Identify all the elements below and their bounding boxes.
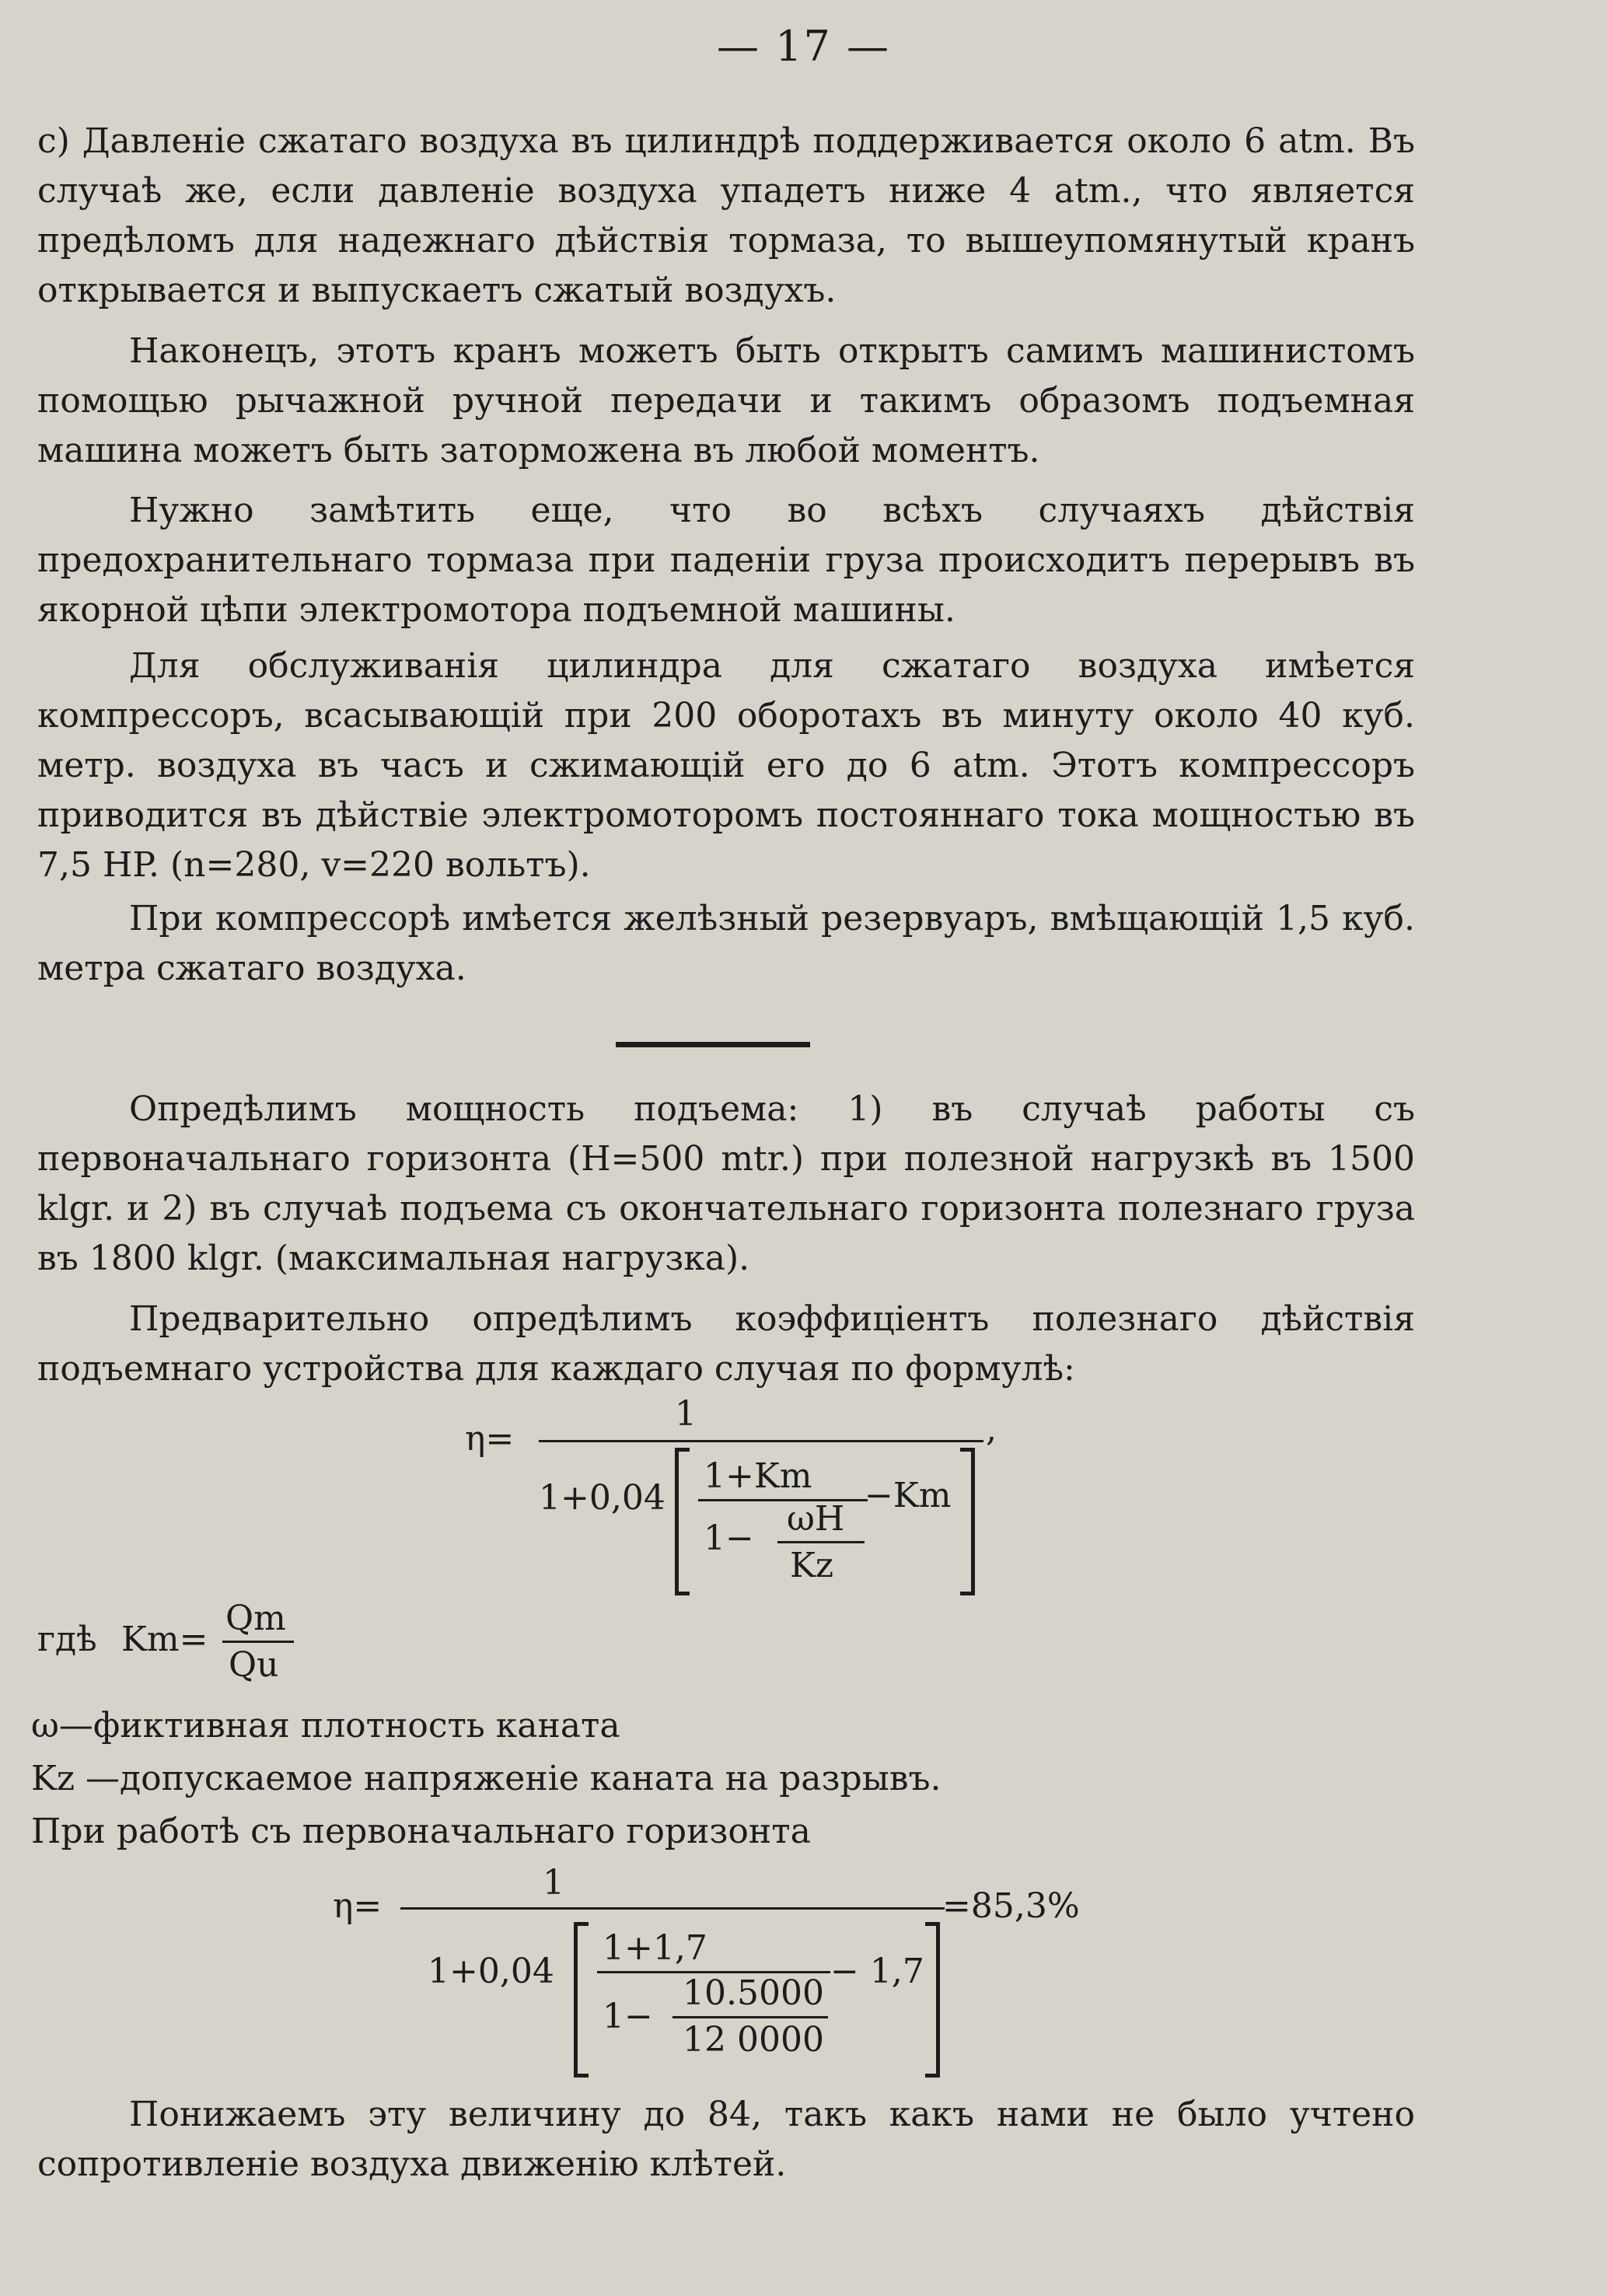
page-number: — 17 —	[716, 22, 891, 71]
definition-qu: Qu	[229, 1645, 279, 1685]
paragraph-crane: Наконецъ, этотъ кранъ можетъ быть открытъ самимъ машинистомъ помощью рычажной ручной передачи и такимъ образомъ подъемная машина можетъ быть заторможена въ любой моментъ.	[37, 331, 1415, 470]
paragraph-lift-power: Опредѣлимъ мощность подъема: 1) въ случаѣ работы съ первоначальнаго горизонта (H=500 mtr.) при полезной нагрузкѣ въ 1500 klgr. и 2) въ случаѣ подъема съ окончательнаго горизонта полезнаго груза въ 1800 klgr. (максимальная нагрузка).	[37, 1089, 1415, 1278]
paragraph-efficiency: Предварительно опредѣлимъ коэффиціентъ полезнаго дѣйствія подъемнаго устройства для каждаго случая по формулѣ:	[37, 1299, 1415, 1389]
formula1-small-bar	[777, 1541, 865, 1543]
paragraph-reservoir: При компрессорѣ имѣется желѣзный резервуаръ, вмѣщающій 1,5 куб. метра сжатаго воздуха.	[37, 899, 1415, 988]
formula2-frac-den: 12 0000	[683, 2020, 824, 2060]
section-divider	[616, 1042, 810, 1047]
formula2-den-prefix: 1+0,04	[428, 1952, 554, 1991]
formula2-main-bar	[400, 1907, 945, 1910]
formula2-left-bracket	[574, 1922, 589, 2078]
formula1-den-prefix: 1+0,04	[539, 1478, 666, 1518]
definition-bar	[222, 1641, 294, 1643]
formula2-numerator: 1	[543, 1863, 564, 1903]
formula2-eta: η=	[333, 1886, 383, 1926]
legend-kz: Kz —допускаемое напряженіе каната на разрывъ.	[31, 1759, 941, 1798]
legend-first-horizon: При работѣ съ первоначальнаго горизонта	[31, 1812, 811, 1851]
paragraph-brake: Нужно замѣтить еще, что во всѣхъ случаяхъ дѣйствія предохранительнаго тормаза при паденіи груза происходитъ перерывъ въ якорной цѣпи электромотора подъемной машины.	[37, 491, 1415, 630]
formula1-numerator: 1	[675, 1394, 697, 1434]
formula1-main-bar	[539, 1440, 983, 1442]
formula1-omega-h: ωH	[787, 1499, 845, 1539]
paragraph-compressor: Для обслуживанія цилиндра для сжатаго воздуха имѣется компрессоръ, всасывающій при 200 оборотахъ въ минуту около 40 куб. метр. воздуха въ часъ и сжимающій его до 6 atm. Этотъ компрессоръ приводится въ дѣйствіе электромоторомъ постояннаго тока мощностью въ 7,5 HP. (n=280, v=220 вольтъ).	[37, 646, 1415, 885]
legend-omega: ω—фиктивная плотность каната	[31, 1706, 620, 1746]
formula1-eta: η=	[465, 1419, 515, 1459]
paragraph-pressure: c) Давленіе сжатаго воздуха въ цилиндрѣ поддерживается около 6 atm. Въ случаѣ же, если давленіе воздуха упадетъ ниже 4 atm., что является предѣломъ для надежнаго дѣйствія тормаза, то вышеупомянутый кранъ открывается и выпускаетъ сжатый воздухъ.	[37, 121, 1415, 310]
formula1-inner-num: 1+Km	[704, 1456, 812, 1496]
formula1-inner-den-prefix: 1−	[704, 1518, 754, 1558]
formula1-left-bracket	[675, 1448, 690, 1595]
formula1-comma: ,	[986, 1410, 997, 1449]
definition-km: Km=	[121, 1620, 208, 1659]
formula2-minus-val: − 1,7	[830, 1952, 924, 1991]
formula2-right-bracket	[925, 1922, 940, 2078]
definition-qm: Qm	[225, 1599, 286, 1638]
formula2-small-bar	[672, 2016, 828, 2018]
definition-label: гдѣ	[37, 1620, 97, 1659]
formula1-minus-km: −Km	[865, 1476, 952, 1515]
formula1-kz: Kz	[790, 1546, 834, 1585]
formula2-inner-num: 1+1,7	[603, 1928, 707, 1968]
formula2-frac-num: 10.5000	[683, 1973, 824, 2013]
paragraph-conclusion: Понижаемъ эту величину до 84, такъ какъ нами не было учтено сопротивленіе воздуха движенію клѣтей.	[37, 2095, 1415, 2184]
formula2-inner-den-prefix: 1−	[603, 1997, 653, 2036]
formula1-right-bracket	[960, 1448, 975, 1595]
formula2-result: =85,3%	[942, 1886, 1080, 1926]
